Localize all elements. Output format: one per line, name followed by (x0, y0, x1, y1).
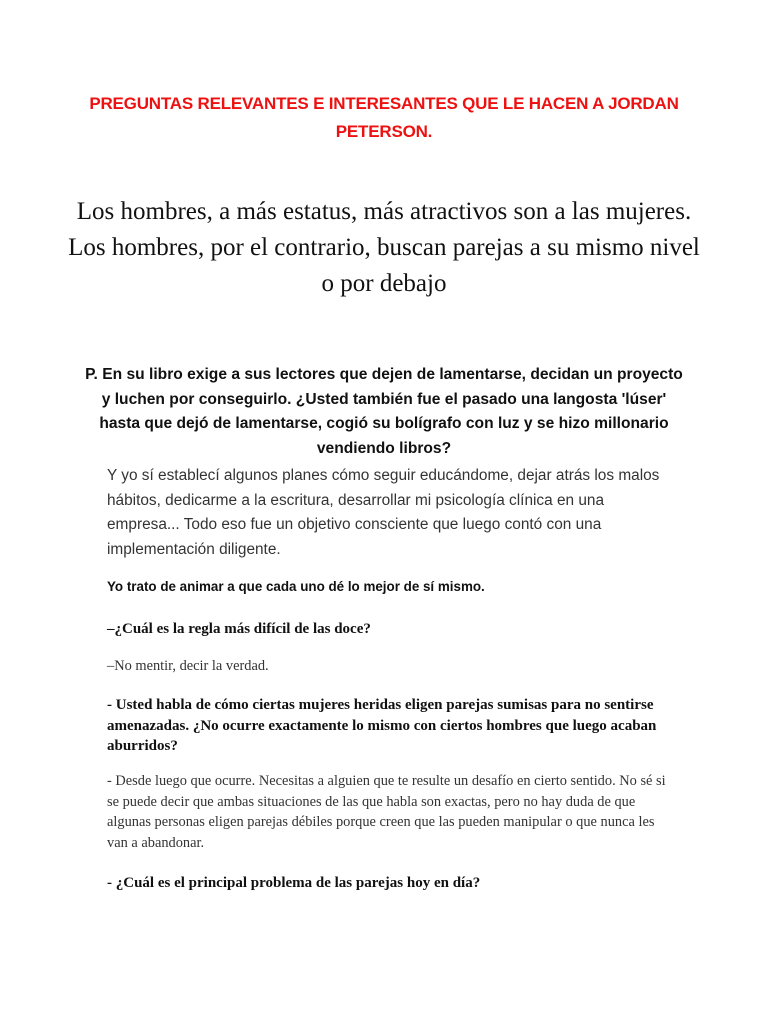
interview-answer-2: –No mentir, decir la verdad. (107, 658, 269, 674)
document-title: PREGUNTAS RELEVANTES E INTERESANTES QUE LE HACEN A JORDAN PETERSON. (89, 94, 679, 141)
interview-question-4: - ¿Cuál es el principal problema de las parejas hoy en día? (107, 875, 481, 891)
interview-answer-1: Y yo sí establecí algunos planes cómo seguir educándome, dejar atrás los malos hábitos, dedicarme a la escritura, desarrollar mi psicología clínica en una empresa... Todo eso fue un objetivo consciente que luego contó con una implementación diligente. (107, 467, 660, 558)
interview-question-1: P. En su libro exige a sus lectores que dejen de lamentarse, decidan un proyecto y luchen por conseguirlo. ¿Usted también fue el pasado una langosta 'lúser' hasta que dejó de lamentarse, cogió su bolígrafo con luz y se hizo millonario vendiendo libros? (85, 366, 683, 457)
headline-quote: Los hombres, a más estatus, más atractivos son a las mujeres. Los hombres, por el contrario, buscan parejas a su mismo nivel o por debajo (68, 198, 700, 297)
interview-answer-3: - Desde luego que ocurre. Necesitas a alguien que te resulte un desafío en cierto sentido. No sé si se puede decir que ambas situaciones de las que habla son exactas, pero no hay duda de que algunas personas eligen parejas débiles porque creen que las pueden manipular o que nunca les van a abandonar. (107, 773, 666, 851)
interview-question-2: –¿Cuál es la regla más difícil de las doce? (107, 621, 371, 637)
interview-statement: Yo trato de animar a que cada uno dé lo mejor de sí mismo. (107, 579, 485, 594)
interview-question-3: - Usted habla de cómo ciertas mujeres heridas eligen parejas sumisas para no sentirse amenazadas. ¿No ocurre exactamente lo mismo con ciertos hombres que luego acaban aburridos? (107, 697, 657, 754)
